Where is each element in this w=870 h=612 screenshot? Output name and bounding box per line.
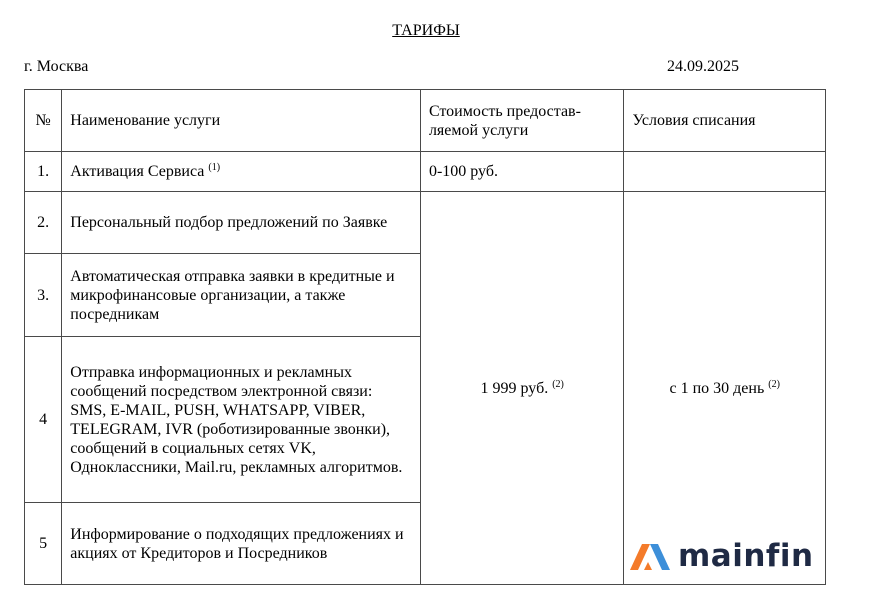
row-service-name: Автоматическая отправка заявки в кредитные и микрофинансовые организации, а также посредникам (62, 254, 421, 337)
footnote-ref: (2) (768, 378, 780, 390)
merged-conditions-text: с 1 по 30 день (669, 379, 765, 397)
header-service-name: Наименование услуги (62, 90, 421, 152)
row-price: 0-100 руб. (420, 152, 624, 192)
document-city: г. Москва (24, 58, 89, 75)
row-service-name: Персональный подбор предложений по Заявке (62, 192, 421, 254)
merged-conditions-cell (624, 192, 826, 585)
tariffs-table (24, 89, 826, 585)
header-number: № (25, 90, 62, 152)
row-number: 2. (25, 192, 62, 254)
mainfin-logo-icon (630, 540, 674, 572)
document-date: 24.09.2025 (667, 58, 739, 75)
row-service-name: Информирование о подходящих предложениях и акциях от Кредиторов и Посредников (62, 503, 421, 585)
document-title: ТАРИФЫ (392, 22, 460, 39)
mainfin-logo (630, 537, 814, 574)
merged-price-text: 1 999 руб. (480, 379, 549, 397)
row-number: 4 (25, 337, 62, 503)
row-number: 1. (25, 152, 62, 192)
merged-price-cell (420, 192, 624, 585)
row-conditions (624, 152, 826, 192)
table-row (25, 192, 826, 254)
row-number: 3. (25, 254, 62, 337)
row-number: 5 (25, 503, 62, 585)
service-name-text: Активация Сервиса (70, 163, 205, 180)
header-conditions: Условия списания (624, 90, 826, 152)
row-service-name: Отправка информационных и рекламных сообщений посредством электронной связи: SMS, E-MAIL, PUSH, WHATSAPP, VIBER, TELEGRAM, IVR (роботизированные звонки), сообщений в социальных сетях VK, Одноклассники, Mail.ru, рекламных алгоритмов. (62, 337, 421, 503)
footnote-ref: (1) (208, 162, 221, 173)
table-header-row (25, 90, 826, 152)
table-row (25, 152, 826, 192)
footnote-ref: (2) (552, 378, 564, 390)
header-cost: Стоимость предостав-ляемой услуги (420, 90, 624, 152)
mainfin-logo-text: mainfin (678, 537, 814, 574)
row-service-name (62, 152, 421, 192)
